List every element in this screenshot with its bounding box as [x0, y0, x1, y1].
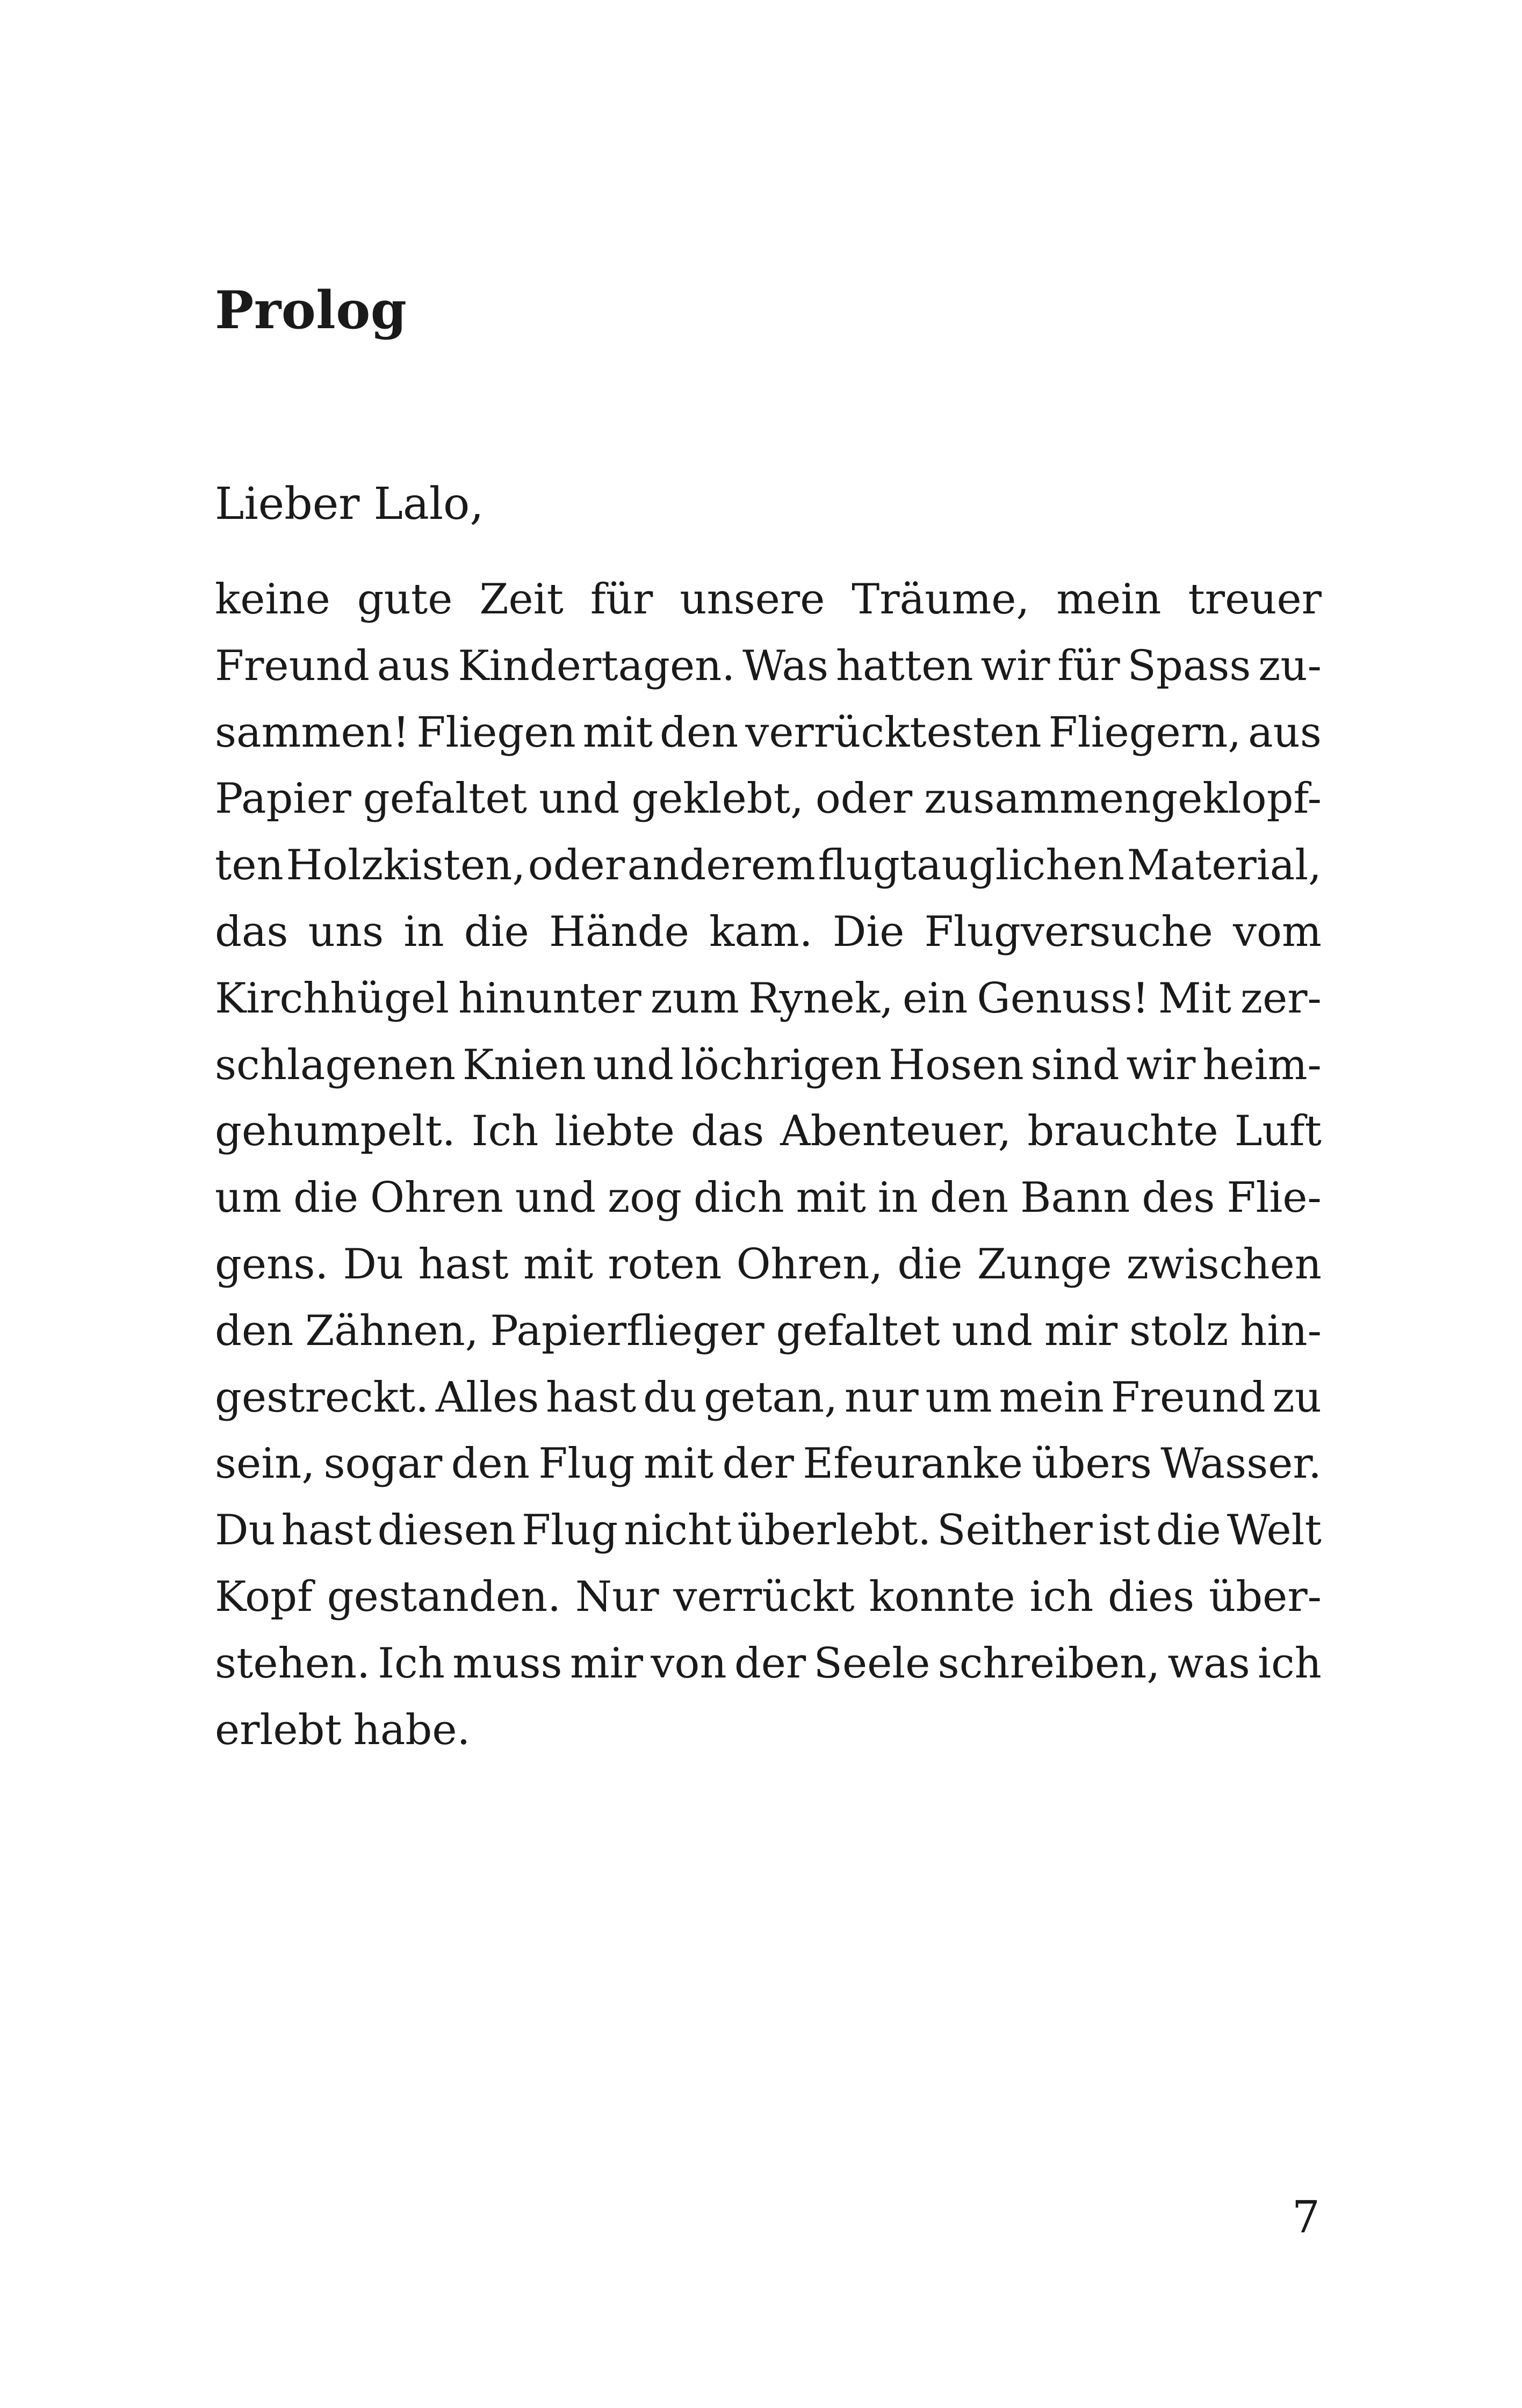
body-word: Rynek, [748, 974, 893, 1023]
body-line [215, 1365, 1322, 1431]
page-number: 7 [1292, 2192, 1320, 2243]
body-word: verrücktesten [745, 708, 1042, 757]
body-word: heim- [1202, 1040, 1322, 1089]
body-word: stolz [1129, 1306, 1229, 1355]
body-word: gens. [215, 1240, 329, 1289]
body-word: Hände [549, 907, 689, 956]
body-word: zwischen [1126, 1240, 1322, 1289]
body-word: Zeit [479, 575, 564, 624]
body-word: mein [1056, 575, 1162, 624]
body-word: kam. [709, 907, 813, 956]
body-word: und [538, 775, 620, 823]
body-word: roten [608, 1240, 722, 1289]
body-word: ich [1029, 1572, 1094, 1621]
body-word: die [293, 1174, 359, 1223]
body-word: Ich [471, 1107, 539, 1156]
body-word: Spass [1127, 641, 1251, 690]
body-word: wir [1126, 1040, 1196, 1089]
body-word: gefaltet [363, 775, 528, 823]
body-word: und [593, 1040, 674, 1089]
body-word: ten [215, 841, 284, 890]
body-line [215, 766, 1322, 833]
body-word: den [215, 1306, 294, 1355]
body-word: Genuss! [977, 974, 1149, 1023]
body-word: zer- [1240, 974, 1322, 1023]
body-word: vom [1232, 907, 1322, 956]
body-line [215, 833, 1322, 899]
body-word: sogar [323, 1440, 443, 1488]
body-word: Alles [435, 1373, 539, 1422]
body-line [215, 1165, 1322, 1232]
body-word: Wasser. [1160, 1440, 1322, 1488]
body-word: brauchte [1027, 1107, 1218, 1156]
body-word: liebte [554, 1107, 675, 1156]
body-word: hast [418, 1240, 509, 1289]
letter-salutation: Lieber Lalo, [215, 479, 484, 530]
body-word: Papier [215, 775, 351, 823]
body-word: uns [308, 907, 384, 956]
body-word: mir [569, 1639, 644, 1688]
body-word: in [877, 1174, 919, 1223]
body-word: den [659, 708, 739, 757]
body-word: Die [832, 907, 905, 956]
body-line [215, 1298, 1322, 1365]
body-line [215, 700, 1322, 766]
body-word: Kopf [215, 1572, 313, 1621]
body-word: Was [742, 641, 828, 690]
body-word: Flugversuche [924, 907, 1213, 956]
body-word: treuer [1188, 575, 1322, 624]
body-word: zu [1272, 1373, 1322, 1422]
body-word: muss [452, 1639, 562, 1688]
body-line [215, 966, 1322, 1032]
body-word: stehen. [215, 1639, 370, 1688]
body-word: gestanden. [327, 1572, 561, 1621]
body-word: Ohren [370, 1174, 503, 1223]
body-word: der [734, 1639, 806, 1688]
body-word: für [1057, 641, 1120, 690]
body-word: Bann [1020, 1174, 1130, 1223]
body-word: Kindertagen. [458, 641, 735, 690]
body-word: Nur [575, 1572, 659, 1621]
body-word: aus [1248, 708, 1322, 757]
body-word: hast [546, 1373, 637, 1422]
body-word: die [464, 907, 529, 956]
body-word: Holzkisten, [286, 841, 526, 890]
body-word: zusammengeklopf- [924, 775, 1322, 823]
body-word: oder [528, 841, 625, 890]
body-word: der [722, 1440, 794, 1488]
body-word: zu- [1258, 641, 1322, 690]
body-word: Flug [522, 1506, 618, 1555]
body-word: die [1156, 1506, 1221, 1555]
body-word: die [897, 1240, 963, 1289]
body-word: übers [1032, 1440, 1152, 1488]
body-word: hatten [835, 641, 973, 690]
body-word: Fliegern, [1048, 708, 1242, 757]
body-word: schlagenen [215, 1040, 456, 1089]
body-word: Seele [813, 1639, 930, 1688]
body-word: für [590, 575, 653, 624]
body-word: Kirchhügel [215, 974, 449, 1023]
body-word: geklebt, [631, 775, 804, 823]
body-word: mit [582, 708, 653, 757]
body-word: mir [1044, 1306, 1118, 1355]
body-word: Luft [1234, 1107, 1322, 1156]
chapter-heading: Prolog [215, 280, 407, 341]
body-word: Träume, [852, 575, 1030, 624]
body-word: konnte [869, 1572, 1015, 1621]
body-word: Welt [1227, 1506, 1322, 1555]
body-word: von [651, 1639, 727, 1688]
body-word: mit [796, 1174, 866, 1223]
body-line [215, 1498, 1322, 1564]
body-line [215, 1631, 1322, 1697]
body-word: hin- [1240, 1306, 1322, 1355]
body-word: verrückt [673, 1572, 855, 1621]
body-word: Fliegen [416, 708, 576, 757]
body-word: Flug [538, 1440, 635, 1488]
body-word: sind [1030, 1040, 1120, 1089]
body-word: anderem [627, 841, 816, 890]
body-word: Efeuranke [803, 1440, 1023, 1488]
body-line [215, 1697, 1322, 1764]
body-word: Freund [215, 641, 370, 690]
body-line [215, 1431, 1322, 1498]
body-word: in [403, 907, 444, 956]
body-word: ist [1098, 1506, 1150, 1555]
body-word: um [925, 1373, 992, 1422]
body-word: Zähnen, [305, 1306, 479, 1355]
body-word: gefaltet [776, 1306, 940, 1355]
body-word: Ohren, [736, 1240, 883, 1289]
body-word: Knien [462, 1040, 586, 1089]
body-word: mein [999, 1373, 1104, 1422]
body-word: du [643, 1373, 697, 1422]
body-word: zog [608, 1174, 682, 1223]
body-word: habe. [353, 1705, 471, 1754]
body-word: um [215, 1174, 282, 1223]
body-word: das [690, 1107, 764, 1156]
body-word: gestreckt. [215, 1373, 429, 1422]
body-line [215, 1098, 1322, 1165]
body-line [215, 567, 1322, 633]
body-word: schreiben, [937, 1639, 1160, 1688]
body-word: Abenteuer, [780, 1107, 1012, 1156]
body-line [215, 1564, 1322, 1631]
body-word: löchrigen [680, 1040, 882, 1089]
body-word: überlebt. [737, 1506, 932, 1555]
body-word: ein [903, 974, 968, 1023]
body-word: unsere [680, 575, 825, 624]
body-word: was [1167, 1639, 1250, 1688]
body-word: Ich [378, 1639, 445, 1688]
body-word: diesen [377, 1506, 516, 1555]
body-line [215, 1032, 1322, 1099]
body-word: den [929, 1174, 1009, 1223]
body-word: hast [281, 1506, 372, 1555]
body-word: gute [357, 575, 453, 624]
body-word: mit [523, 1240, 594, 1289]
body-word: aus [377, 641, 451, 690]
body-word: Du [215, 1506, 276, 1555]
body-word: das [215, 907, 288, 956]
body-word: den [451, 1440, 530, 1488]
body-word: hinunter [458, 974, 641, 1023]
body-word: wir [980, 641, 1050, 690]
body-word: dich [693, 1174, 784, 1223]
body-word: nicht [624, 1506, 732, 1555]
body-word: getan, [704, 1373, 838, 1422]
body-word: Material, [1127, 841, 1322, 890]
body-word: nur [844, 1373, 919, 1422]
body-word: flugtauglichen [818, 841, 1124, 890]
body-word: erlebt [215, 1705, 342, 1754]
body-line [215, 633, 1322, 700]
body-word: und [515, 1174, 596, 1223]
body-word: und [951, 1306, 1033, 1355]
body-word: Freund [1110, 1373, 1266, 1422]
body-word: mit [643, 1440, 714, 1488]
body-word: Seither [937, 1506, 1093, 1555]
body-word: sammen! [215, 708, 410, 757]
body-word: zum [650, 974, 740, 1023]
body-word: Mit [1158, 974, 1231, 1023]
body-word: sein, [215, 1440, 315, 1488]
body-word: oder [815, 775, 913, 823]
body-line [215, 1232, 1322, 1298]
body-word: Hosen [889, 1040, 1024, 1089]
body-word: ich [1258, 1639, 1322, 1688]
body-word: dies [1108, 1572, 1195, 1621]
body-line [215, 899, 1322, 966]
body-word: keine [215, 575, 330, 624]
body-word: Du [343, 1240, 404, 1289]
body-word: gehumpelt. [215, 1107, 456, 1156]
body-word: über- [1209, 1572, 1322, 1621]
body-word: des [1142, 1174, 1215, 1223]
body-word: Papierflieger [490, 1306, 764, 1355]
letter-body [215, 567, 1322, 1763]
body-word: Zunge [977, 1240, 1112, 1289]
body-word: Flie- [1227, 1174, 1322, 1223]
